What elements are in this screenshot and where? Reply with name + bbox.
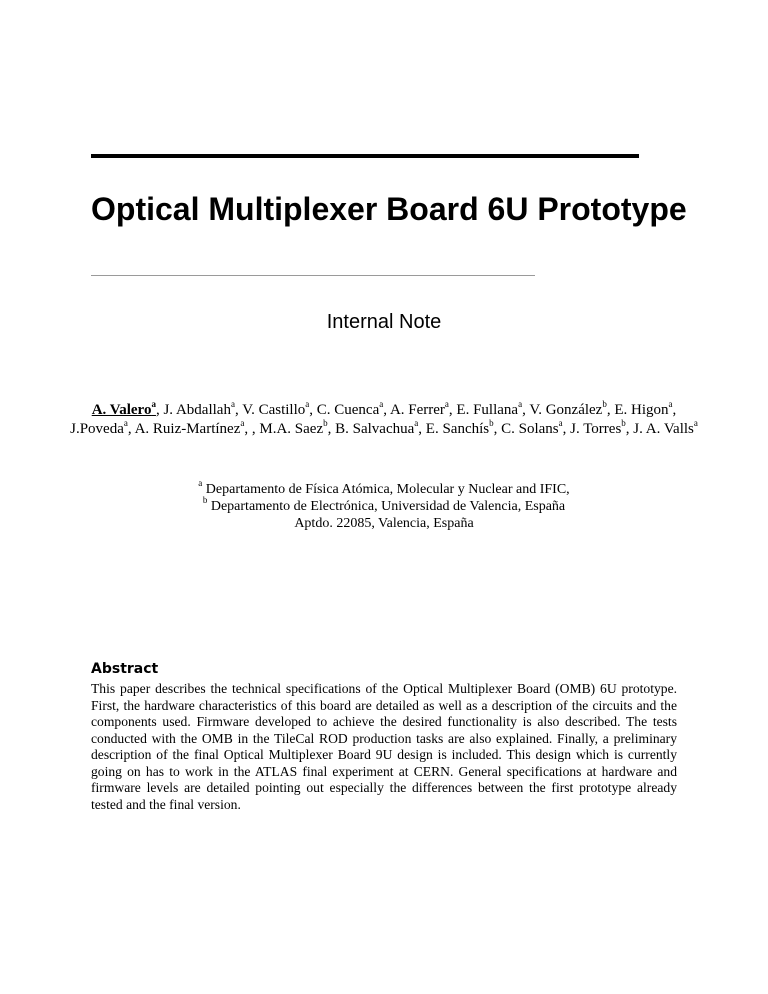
author-affiliation-marker: a <box>558 418 563 428</box>
abstract-heading: Abstract <box>91 661 159 677</box>
author-separator: , <box>448 402 457 418</box>
note-type: Internal Note <box>326 311 442 333</box>
author-affiliation-marker: a <box>444 399 449 409</box>
author-separator: , <box>309 402 317 418</box>
author-separator: , <box>127 421 135 437</box>
author-name: E. Higon <box>614 402 669 418</box>
author-affiliation-marker: a <box>379 399 384 409</box>
author <box>259 418 328 437</box>
author-affiliation-marker: a <box>668 399 673 409</box>
author-name: V. González <box>529 402 603 418</box>
author-affiliation-marker: b <box>621 418 626 428</box>
title-rule-top <box>91 154 639 158</box>
affiliation-marker: b <box>202 495 208 506</box>
page-title: Optical Multiplexer Board 6U Prototype <box>91 191 687 227</box>
author <box>389 399 449 418</box>
author <box>570 418 626 437</box>
affiliation-list <box>60 478 708 532</box>
author-name: V. Castillo <box>242 402 306 418</box>
title-rule-bottom <box>91 275 535 276</box>
affiliation-text: Aptdo. 22085, Valencia, España <box>294 516 474 531</box>
author-affiliation-marker: b <box>323 418 328 428</box>
author-affiliation-marker: a <box>240 418 245 428</box>
author-name: J.Poveda <box>70 421 124 437</box>
author <box>456 399 523 418</box>
author-name: J. Abdallah <box>163 402 231 418</box>
author-name: A. Valero <box>91 402 152 418</box>
author <box>91 399 156 418</box>
author-affiliation-marker: b <box>489 418 494 428</box>
author-affiliation-marker: a <box>693 418 698 428</box>
author-affiliation-marker: a <box>151 399 156 409</box>
author-separator: , , <box>244 421 260 437</box>
affiliation-line <box>60 515 708 532</box>
author-affiliation-marker: a <box>230 399 235 409</box>
author-affiliation-marker: a <box>518 399 523 409</box>
author-name: B. Salvachua <box>335 421 415 437</box>
author-separator: , <box>234 402 243 418</box>
author-separator: , <box>155 402 164 418</box>
affiliation-text: Departamento de Electrónica, Universidad de Valencia, España <box>207 499 566 514</box>
author-name: C. Cuenca <box>316 402 380 418</box>
abstract-text: This paper describes the technical specifications of the Optical Multiplexer Board (OMB) 6U prototype. First, the hardware characteristics of this board are detailed as well as a description of the circuits and the components used. Firmware developed to achieve the desired functionality is also described. The tests conducted with the OMB in the TileCal ROD production tasks are also explained. Finally, a preliminary description of the final Optical Multiplexer Board 9U design is included. This design which is currently going on has to work in the ATLAS final experiment at CERN. General specifications at hardware and firmware levels are detailed pointing out especially the differences between the first prototype already tested and the final version. <box>91 681 677 812</box>
author <box>335 418 419 437</box>
author <box>70 418 128 437</box>
author <box>614 399 673 418</box>
author-affiliation-marker: a <box>123 418 128 428</box>
affiliation-text: Departamento de Física Atómica, Molecular y Nuclear and IFIC, <box>202 482 570 497</box>
author-separator: , <box>672 402 677 418</box>
author <box>242 399 310 418</box>
author-separator: , <box>493 421 502 437</box>
affiliation-line <box>60 495 708 515</box>
author <box>316 399 384 418</box>
author-separator: , <box>625 421 634 437</box>
author-separator: , <box>418 421 426 437</box>
author <box>163 399 235 418</box>
author <box>529 399 607 418</box>
author <box>425 418 494 437</box>
author-name: E. Sanchís <box>425 421 490 437</box>
author-list <box>60 401 708 439</box>
author-affiliation-marker: a <box>305 399 310 409</box>
author-name: A. Ferrer <box>389 402 445 418</box>
author-separator: , <box>606 402 615 418</box>
author-name: M.A. Saez <box>259 421 324 437</box>
author-separator: , <box>522 402 530 418</box>
author-name: A. Ruiz-Martínez <box>134 421 241 437</box>
author-affiliation-marker: b <box>602 399 607 409</box>
author-separator: , <box>383 402 390 418</box>
author-name: J. A. Valls <box>633 421 694 437</box>
affiliation-marker: a <box>198 478 203 489</box>
author <box>633 418 698 437</box>
author-affiliation-marker: a <box>414 418 419 428</box>
author-name: C. Solans <box>501 421 559 437</box>
author-separator: , <box>327 421 336 437</box>
author-name: E. Fullana <box>456 402 519 418</box>
affiliation-line <box>60 478 708 498</box>
author <box>134 418 245 437</box>
author-name: J. Torres <box>570 421 622 437</box>
author-separator: , <box>562 421 571 437</box>
author <box>501 418 563 437</box>
